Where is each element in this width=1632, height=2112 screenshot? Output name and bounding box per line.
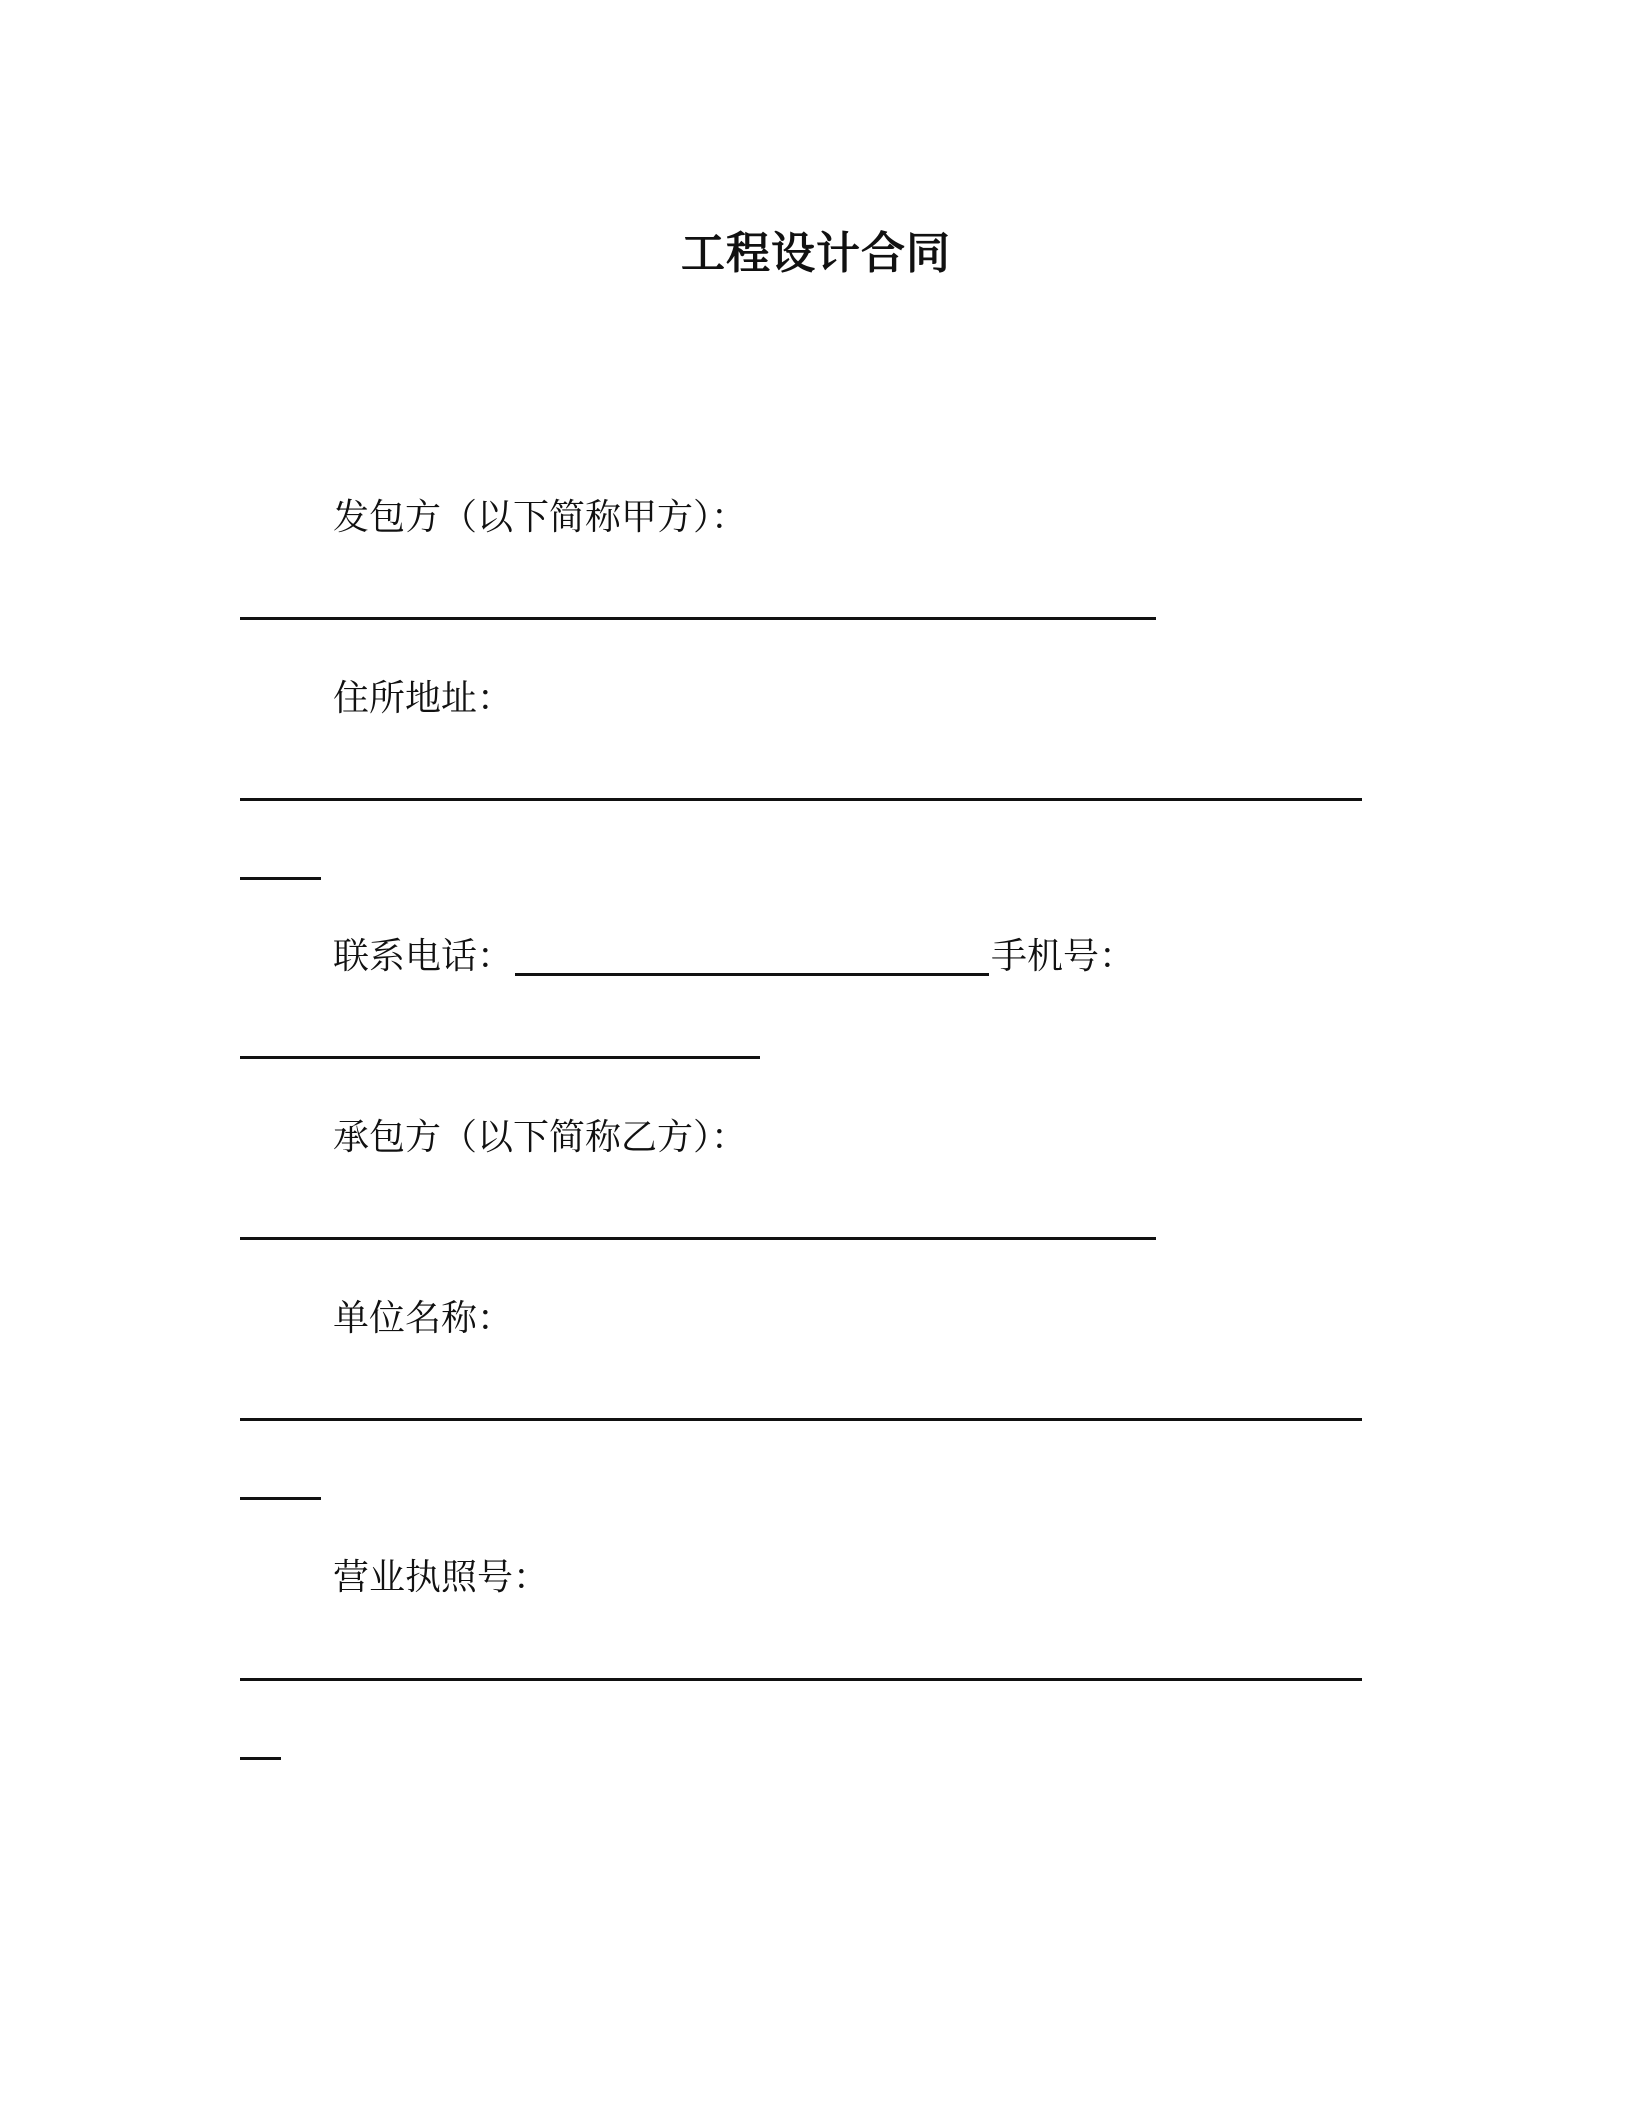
unit-name-blank-line-1[interactable]: [240, 1418, 1362, 1421]
mobile-label: 手机号：: [991, 936, 1136, 977]
address-blank-line-1[interactable]: [240, 798, 1362, 801]
unit-name-label: 单位名称：: [333, 1298, 514, 1339]
party-a-label: 发包方（以下简称甲方）：: [333, 497, 748, 538]
unit-name-blank-line-2[interactable]: [240, 1497, 321, 1500]
license-blank-line-2[interactable]: [240, 1757, 281, 1760]
page-title: 工程设计合同: [681, 228, 951, 279]
address-label: 住所地址：: [333, 678, 514, 719]
party-b-label: 承包方（以下简称乙方）：: [333, 1117, 748, 1158]
phone-row: [333, 933, 1135, 981]
phone-label: 联系电话：: [333, 936, 514, 977]
license-blank-line-1[interactable]: [240, 1678, 1362, 1681]
phone-blank[interactable]: [515, 973, 989, 976]
party-a-blank[interactable]: [240, 617, 1156, 620]
license-label: 营业执照号：: [333, 1557, 550, 1598]
party-b-blank[interactable]: [240, 1237, 1156, 1240]
address-blank-line-2[interactable]: [240, 877, 321, 880]
mobile-blank[interactable]: [240, 1056, 760, 1059]
